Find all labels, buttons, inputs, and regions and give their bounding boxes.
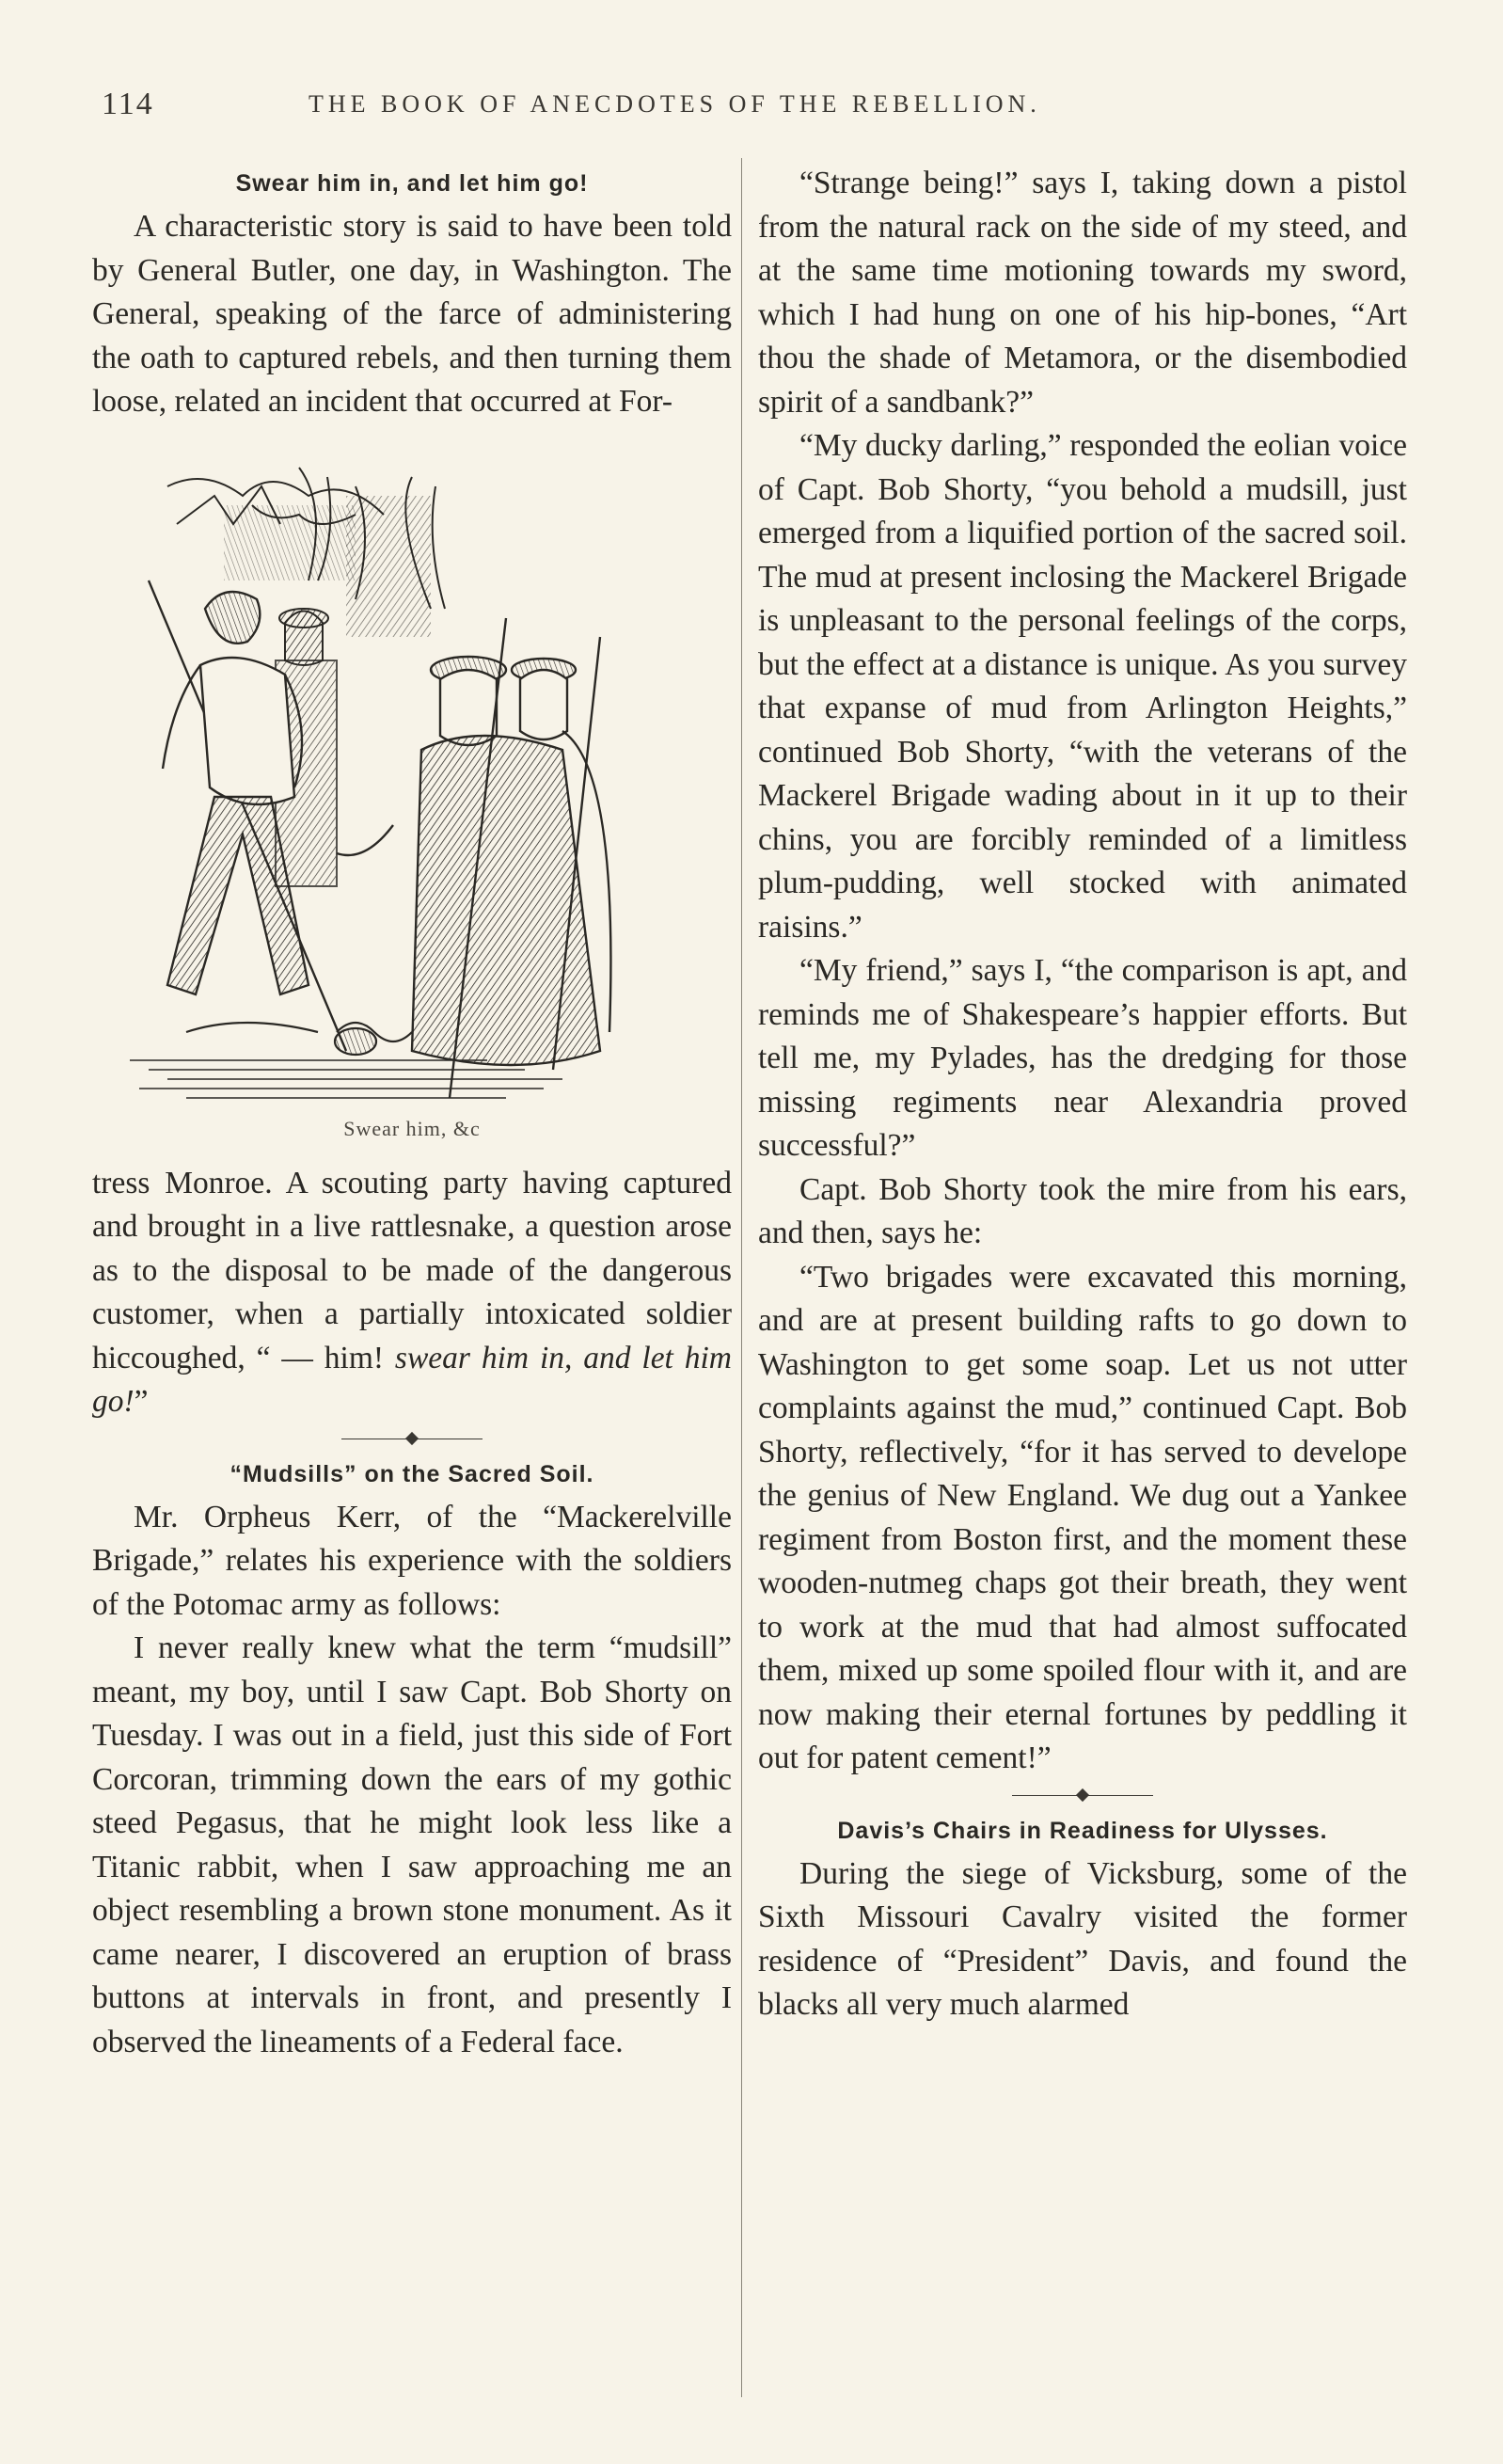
paragraph-italic-text: swear him in, and let him go! xyxy=(92,1340,732,1419)
paragraph: During the siege of Vicksburg, some of the Sixth Missouri Cavalry visited the former residence of “President” Davis, and found the blacks all very much alarmed xyxy=(758,1855,1407,2022)
running-header xyxy=(102,87,1260,128)
right-column xyxy=(758,162,1407,2027)
article-heading-mudsills: “Mudsills” on the Sacred Soil. xyxy=(229,1460,594,1487)
paragraph-text-end: ” xyxy=(134,1384,149,1419)
section-divider xyxy=(758,1781,1407,1809)
paragraph: “My friend,” says I, “the comparison is apt, and reminds me of Shakespeare’s happier efforts. But tell me, my Pylades, has the dredging for those missing regiments near Alexandria proved successful?” xyxy=(758,953,1407,1163)
running-title: THE BOOK OF ANECDOTES OF THE REBELLION. xyxy=(309,90,1041,118)
paragraph: Mr. Orpheus Kerr, of the “Mackerelville Brigade,” relates his experience with the soldiers of the Potomac army as follows: xyxy=(92,1499,732,1622)
paragraph: A characteristic story is said to have been told by General Butler, one day, in Washington. The General, speaking of the farce of administering the oath to captured rebels, and then turning them loose, related an incident that occurred at For- xyxy=(92,209,732,419)
figure-caption: Swear him, &c xyxy=(343,1116,481,1140)
engraving-illustration xyxy=(111,449,713,1145)
paragraph: “Two brigades were excavated this morning, and are at present building rafts to go down to Washington to get some soap. Let us not utter complaints against the mud,” continued Capt. Bob Shorty, reflectively, “for it has served to develope the genius of New England. We dug out a Yankee regiment from Boston first, and the moment these wooden-nutmeg chaps got their breath, they went to work at the mud that had almost suffocated them, mixed up some spoiled flour with it, and are now making their eternal fortunes by peddling it out for patent cement!” xyxy=(758,1259,1407,1775)
column-divider xyxy=(741,158,742,2397)
article-heading-davis-chairs: Davis’s Chairs in Readiness for Ulysses. xyxy=(837,1817,1328,1844)
left-column xyxy=(92,162,732,2064)
article-heading-swear-him-in: Swear him in, and let him go! xyxy=(235,170,589,197)
paragraph: I never really knew what the term “mudsill” meant, my boy, until I saw Capt. Bob Shorty on Tuesday. I was out in a field, just this side of Fort Corcoran, trimming down the ears of my gothic steed Pegasus, that he might look less like a Titanic rabbit, when I saw approaching me an object resembling a brown stone monument. As it came nearer, I discovered an eruption of brass buttons at intervals in front, and presently I observed the lineaments of a Federal face. xyxy=(92,1630,732,2059)
section-divider xyxy=(92,1424,732,1453)
paragraph-text: tress Monroe. A scouting party having captured and brought in a live rattlesnake, a question arose as to the disposal to be made of the dangerous customer, when a partially intoxicated soldier hiccoughed, “ — him! xyxy=(92,1165,732,1375)
paragraph: Capt. Bob Shorty took the mire from his ears, and then, says he: xyxy=(758,1171,1407,1250)
paragraph: “Strange being!” says I, taking down a pistol from the natural rack on the side of my steed, and at the same time motioning towards my sword, which I had hung on one of his hip-bones, “Art thou the shade of Metamora, or the disembodied spirit of a sandbank?” xyxy=(758,166,1407,420)
page-number: 114 xyxy=(102,87,154,121)
paragraph xyxy=(92,1162,732,1424)
paragraph: “My ducky darling,” responded the eolian voice of Capt. Bob Shorty, “you behold a mudsill, just emerged from a liquified portion of the sacred soil. The mud at present inclosing the Mackerel Brigade is unpleasant to the personal feelings of the corps, but the effect at a distance is unique. As you survey that expanse of mud from Arlington Heights,” continued Bob Shorty, “with the veterans of the Mackerel Brigade wading about in it up to their chins, you are forcibly reminded of a limitless plum-pudding, well stocked with animated raisins.” xyxy=(758,428,1407,945)
soldiers-rattlesnake-engraving-icon xyxy=(111,449,713,1107)
